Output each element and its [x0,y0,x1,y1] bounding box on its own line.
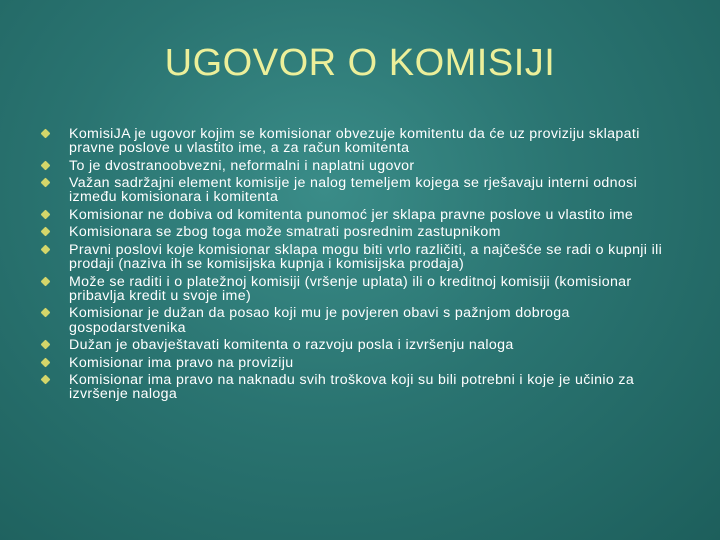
bullet-text: Komisionar ne dobiva od komitenta punomoć jer sklapa pravne poslove u vlastito ime [69,206,634,223]
bullet-text: Dužan je obavještavati komitenta o razvoju posla i izvršenju naloga [69,337,514,354]
list-item [42,208,682,222]
bullet-text: Pravni poslovi koje komisionar sklapa mogu biti vrlo različiti, a najčešće se radi o kupnji ili prodaji (naziva ih se komisijska kupnja i komisijska prodaja) [69,241,663,273]
bullet-text: Komisionar ima pravo na proviziju [69,354,294,371]
slide-title: UGOVOR O KOMISIJI [164,42,556,84]
list-item [42,373,682,401]
list-item [42,338,682,352]
bullet-text: To je dvostranoobvezni, neformalni i naplatni ugovor [69,157,415,174]
diamond-bullet-icon [41,129,51,139]
list-item [42,356,682,370]
bullet-text: Važan sadržajni element komisije je nalog temeljem kojega se rješavaju interni odnosi između komisionara i komitenta [69,175,638,206]
bullet-text: Može se raditi i o platežnoj komisiji (vršenje uplata) ili o kreditnoj komisiji (komisionar pribavlja kredit u svoje ime) [69,273,632,304]
diamond-bullet-icon [41,340,51,350]
diamond-bullet-icon [41,375,51,385]
diamond-bullet-icon [41,276,51,286]
diamond-bullet-icon [41,357,51,367]
list-item [42,275,682,303]
list-item [42,243,682,271]
diamond-bullet-icon [41,178,51,188]
list-item [42,225,682,239]
bullet-list [42,127,682,405]
diamond-bullet-icon [41,227,51,237]
list-item [42,306,682,334]
bullet-text: Komisionar ima pravo na naknadu svih troškova koji su bili potrebni i koje je učinio za izvršenje naloga [69,372,635,403]
list-item [42,176,682,204]
diamond-bullet-icon [41,209,51,219]
diamond-bullet-icon [41,160,51,170]
diamond-bullet-icon [41,308,51,318]
diamond-bullet-icon [41,244,51,254]
bullet-text: Komisionar je dužan da posao koji mu je povjeren obavi s pažnjom dobroga gospodarstvenika [69,305,570,336]
bullet-text: Komisionara se zbog toga može smatrati posrednim zastupnikom [69,224,501,241]
list-item [42,127,682,155]
list-item [42,159,682,173]
bullet-text: KomisiJA je ugovor kojim se komisionar obvezuje komitentu da će uz proviziju sklapati pravne poslove u vlastito ime, a za račun komitenta [69,126,640,157]
